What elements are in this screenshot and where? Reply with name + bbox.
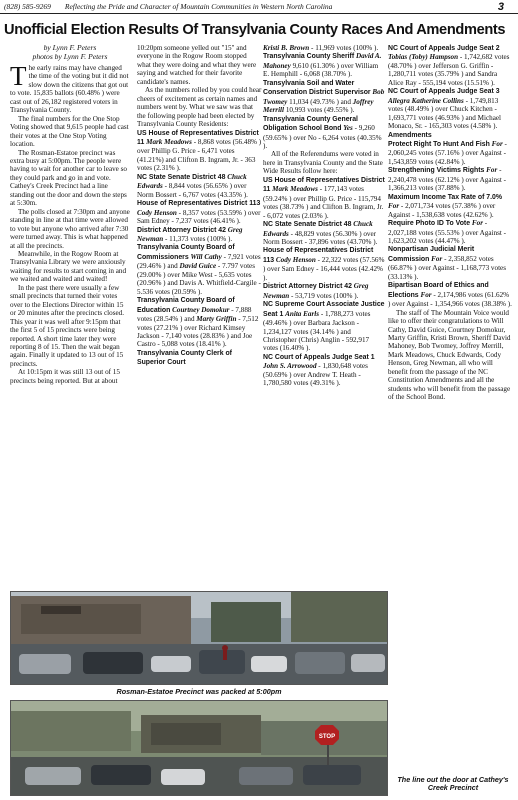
result-item [388, 281, 512, 308]
result-text: - 8,357 votes (53.59% ) over Sam Edney - 7,237 votes (46.41% ). [137, 208, 261, 226]
result-title: US House of Representatives District 11 [263, 176, 385, 194]
result-winner: Courtney Domokur [172, 305, 230, 314]
result-item [137, 296, 262, 349]
result-item [263, 300, 385, 353]
result-item [137, 173, 262, 199]
result-item [388, 219, 512, 245]
lead-text: he early rains may have changed the time of the voting but it did not slow down the citizens that got out to vote. 15,835 ballots (60.48% ) were cast out of 26,182 registered voters in Transylvania County. [10, 64, 129, 115]
result-item [388, 193, 512, 219]
result-text: - 8,868 votes (56.48% ) over Phillip G. Price - 6,471 votes (41.21%) and Clifton B. Ingram, Jr. - 363 votes (2.31% ). [137, 137, 262, 173]
result-text: - 7,921 votes (29.46% ) and [137, 252, 261, 271]
result-title: Maximum Income Tax Rate of 7.0% [388, 193, 502, 201]
result-item [263, 246, 385, 282]
result-winner: For [388, 202, 400, 211]
paragraph: The polls closed at 7:30pm and anyone standing in line at that time were allowed to vote but anyone who arrived after 7:30 were turned away. This is what happened at all the precincts. [10, 207, 130, 250]
result-item [263, 176, 385, 220]
result-item [263, 44, 385, 52]
lead-paragraph [10, 61, 130, 115]
result-winner: David A. Mahoney [263, 52, 382, 70]
result-item [137, 199, 262, 225]
result-title: Transylvania County Clerk of Superior Court [137, 349, 232, 367]
result-item [388, 140, 512, 166]
result-winner: Anita Earls [285, 309, 320, 318]
result-winner: Chuck Edwards [263, 220, 373, 238]
result-text: - 48,829 votes (56.30% ) over Norm Bossert - 37,896 votes (43.70% ). [263, 229, 378, 246]
result-text: - 2,027,188 votes (55.53% ) over Against - 1,623,202 votes (44.47% ). [388, 219, 507, 245]
byline-photos: photos by Lynn F. Peters [32, 51, 108, 61]
result-winner: For [486, 166, 498, 175]
paragraph: Meanwhile, in the Rogow Room at Transylvania Library we were anxiously waiting for results to start coming in and we waited and waited and waited! [10, 249, 127, 284]
result-title: NC State Senate District 48 [137, 173, 226, 181]
photo-caption-1: Rosman-Estatoe Precinct was packed at 5:00pm [116, 687, 282, 696]
precinct-photo-1 [11, 592, 388, 685]
paragraph: The Rosman-Estatoe precinct was extra busy at 5:00pm. The people were having to wait for another car to leave so they could park and go in and vote. Cathey's Creek Precinct had a line standing out the door and down the steps at 5:30m. [10, 148, 127, 208]
result-title: Transylvania County Sheriff [263, 53, 355, 61]
result-title: NC State Senate District 48 [263, 221, 352, 229]
result-title: Bipartisan Board of Ethics and Elections [388, 282, 489, 299]
result-title: Protect Right To Hunt And Fish [388, 140, 490, 148]
result-text: - 9,260 (59.65% ) over No - 6,264 votes (40.35% ). [263, 124, 382, 150]
result-title: Strengthening Victims Rights [388, 167, 485, 175]
precinct-photo-2 [11, 701, 388, 796]
result-winner: Will Cathy [190, 252, 222, 261]
result-title: House of Representatives District 113 [137, 200, 261, 208]
result-winner: Mark Meadows [272, 185, 318, 194]
result-winner: Joffrey Merrill [263, 97, 374, 115]
page-header [0, 0, 518, 14]
paragraph: All of the Referendums were voted in here in Transylvania County and the State Wide Results follow here: [263, 150, 383, 176]
paragraph: As the numbers rolled by you could hear cheers of excitement as certain names and numbers went by. What we saw was that the following people had been elected by Transylvania County Residents: [137, 86, 262, 129]
result-text: - 2,240,478 votes (62.12% ) over Against - 1,366,213 votes (37.88% ). [388, 166, 507, 193]
result-item [388, 44, 512, 87]
result-title: Transylvania Soil and Water Conservation District Supervisor [263, 79, 371, 97]
result-winner: Bob Twomey [263, 88, 385, 106]
drop-cap: T [10, 61, 27, 91]
result-text: - 177,143 votes (59.24% ) over Phillip G. Price - 115,794 votes (38.73% ) and Clifton B. Ingram, Jr. - 6,072 votes (2.03% ). [263, 185, 384, 220]
page-number: 3 [497, 0, 504, 13]
result-text: 9,610 (61.30% ) over William E. Hemphill - 6,068 (38.70% ). [263, 61, 379, 79]
result-text: - 2,060,245 votes (57.16% ) over Against - 1,543,859 votes (42.84% ). [388, 139, 507, 166]
result-winner: Allegra Katherine Collins [388, 96, 464, 105]
result-winner: Marty Griffin [196, 315, 237, 324]
result-item [263, 282, 385, 300]
amendments-heading: Amendments [388, 131, 432, 139]
result-text: - 22,322 votes (57.56% ) over Sam Edney - 16,444 votes (42.42% ). [263, 255, 385, 282]
result-text: - 1,749,813 votes (48.49% ) over Chuck Kitchen - 1,693,771 votes (46.93% ) and Michael Monaco, Sr. - 165,303 votes (4.58% ). [388, 96, 502, 131]
result-item [263, 52, 385, 78]
result-winner: Greg Newman [137, 225, 243, 243]
paragraph: 10:20pm someone yelled out "15" and everyone in the Rogow Room stopped what they were doing and what they were saying and watched for their favorite candidate's names. [137, 44, 257, 86]
column-2 [137, 44, 262, 368]
section-heading [388, 131, 512, 140]
result-text: - 2,071,734 votes (57.38% ) over Against - 1,538,638 votes (42.62% ). [388, 202, 496, 219]
result-text: - 7,512 votes (27.21% ) over Richard Kimsey Jackson - 7,140 votes (28.83% ) and Joe Castro - 5,088 votes (18.41% ). [137, 315, 259, 349]
result-title: House of Representatives District 113 [263, 247, 374, 264]
result-text: - 1,830,648 votes (50.69% ) over Andrew T. Heath - 1,780,580 votes (49.31% ). [263, 362, 368, 388]
result-item [263, 115, 385, 151]
result-item [388, 245, 512, 281]
result-title: Transylvania County General Obligation School Bond [263, 115, 358, 133]
photo-rosman-precinct [10, 591, 388, 685]
result-item [388, 166, 512, 192]
result-winner: For [471, 219, 483, 228]
result-item [388, 87, 512, 130]
result-winner: For [420, 290, 432, 299]
result-winner: Cody Henson [275, 255, 316, 264]
result-title: Nonpartisan Judicial Merit Commission [388, 246, 475, 263]
photo-caption-2: The line out the door at Cathey's Creek Precinct [397, 775, 509, 793]
result-title: NC Supreme Court Associate Justice Seat 1 [263, 301, 385, 318]
result-title: US House of Representatives District 11 [137, 129, 259, 146]
result-text: - 11,373 votes (100% ). [163, 234, 233, 243]
result-text: - 1,742,682 votes (48.70% ) over Jefferson G. Griffin - 1,280,711 votes (35.79% ) and Sandra Alice Ray - 555,194 votes (15.51% ). [388, 53, 510, 87]
column-1 [10, 44, 130, 385]
result-item [263, 79, 385, 115]
result-item [137, 243, 262, 296]
paragraph: At 10:15pm it was still 13 out of 15 precincts being reported. But at about [10, 368, 120, 385]
result-winner: Chuck Edwards [137, 172, 247, 191]
photo-catheys-creek [10, 700, 388, 796]
byline-author: by Lynn F. Peters [43, 43, 97, 52]
result-winner: Greg Newman [263, 282, 369, 300]
result-text: - 7,888 votes (28.54% ) and [137, 305, 252, 324]
result-text: - 2,174,986 votes (61.62% ) over Against - 1,354,966 votes (38.38% ). [388, 290, 512, 309]
result-text: - 11,969 votes (100% ). [309, 44, 379, 52]
result-title: District Attorney District 42 [263, 283, 352, 291]
result-title: NC Court of Appeals Judge Seat 3 [388, 88, 500, 96]
header-tagline: Reflecting the Pride and Character of Mountain Communities in Western North Carolina [64, 2, 333, 11]
result-title: District Attorney District 42 [137, 226, 226, 234]
result-title: NC Court of Appeals Judge Seat 1 [263, 353, 375, 361]
result-item [137, 226, 262, 244]
result-title: Transylvania County Board of Education [137, 297, 235, 314]
result-item [263, 353, 385, 388]
result-item [137, 349, 262, 368]
closing-paragraph: The staff of The Mountain Voice would like to offer their congratulations to Will Cathy, David Guice, Courtney Domokur, Marty Griffin, Kristi Brown, Sheriff David Mahoney, Bob Twomey, Joffrey Merrill, Mark Meadows, Chuck Edwards, Cody Henson, Greg Newman, all who will benefit from the passage of the NC Constitution Amendments and all the students who will benefit from the passage of the School Bond. [388, 308, 511, 402]
result-text: 11,034 (49.73% ) and [287, 97, 353, 106]
result-text: - 1,788,273 votes (49.46% ) over Barbara Jackson - 1,234,127 votes (34.14% ) and Christopher (Chris) Anglin - 592,917 votes (16.40% ). [263, 309, 371, 353]
column-4 [388, 44, 512, 402]
paragraph: The final numbers for the One Stop Voting showed that 9,615 people had cast their votes at the One Stop Voting location. [10, 114, 129, 149]
result-text: - 2,358,852 votes (66.87% ) over Against - 1,168,773 votes (33.13% ). [388, 254, 507, 281]
result-winner: David Guice [179, 262, 217, 271]
result-title: Transylvania County Board of Commissioners [137, 244, 235, 261]
result-text: - 7.797 votes (29.00% ) over Mike West - 5,635 votes (20.96% ) and Davis A. Whitfield-Cargile - 5.536 votes (20.59% ). [137, 262, 261, 296]
paragraph: In the past there were usually a few small precincts that turned their votes over to the Elections Director within 15 or 20 minutes after the precincts closed. This year it was well after 9:15pm that the first 5 of 15 precincts were being reported. A short time later they were reporting 8 of 15. Then the wait began again. Finally it updated to 13 out of 15 precincts. [10, 283, 125, 368]
result-title: Require Photo ID To Vote [388, 220, 471, 228]
result-winner: For [491, 139, 503, 148]
stop-sign-text: STOP [318, 734, 336, 740]
result-winner: Kristi B. Brown [263, 44, 310, 52]
result-winner: John S. Arrowood [263, 362, 317, 371]
result-winner: For [431, 254, 443, 263]
column-3 [263, 44, 385, 388]
result-item [137, 129, 262, 173]
result-winner: Mark Meadows [146, 137, 192, 146]
article-headline: Unofficial Election Results Of Transylvania County Races And Amendments [4, 22, 506, 38]
header-phone: (828) 585-9269 [4, 2, 51, 11]
result-text: - 8,844 votes (56.65% ) over Norm Bossert - 6,767 votes (43.35% ). [137, 182, 248, 199]
result-title: NC Court of Appeals Judge Seat 2 [388, 45, 500, 52]
result-item [263, 220, 385, 246]
result-winner: Tobias (Toby) Hampson [388, 53, 459, 62]
result-text: 10,993 votes (49.55% ). [284, 106, 355, 115]
result-winner: Yes [343, 124, 353, 133]
result-text: - 53,719 votes (100% ). [289, 291, 359, 300]
result-winner: Cody Henson [137, 208, 177, 217]
